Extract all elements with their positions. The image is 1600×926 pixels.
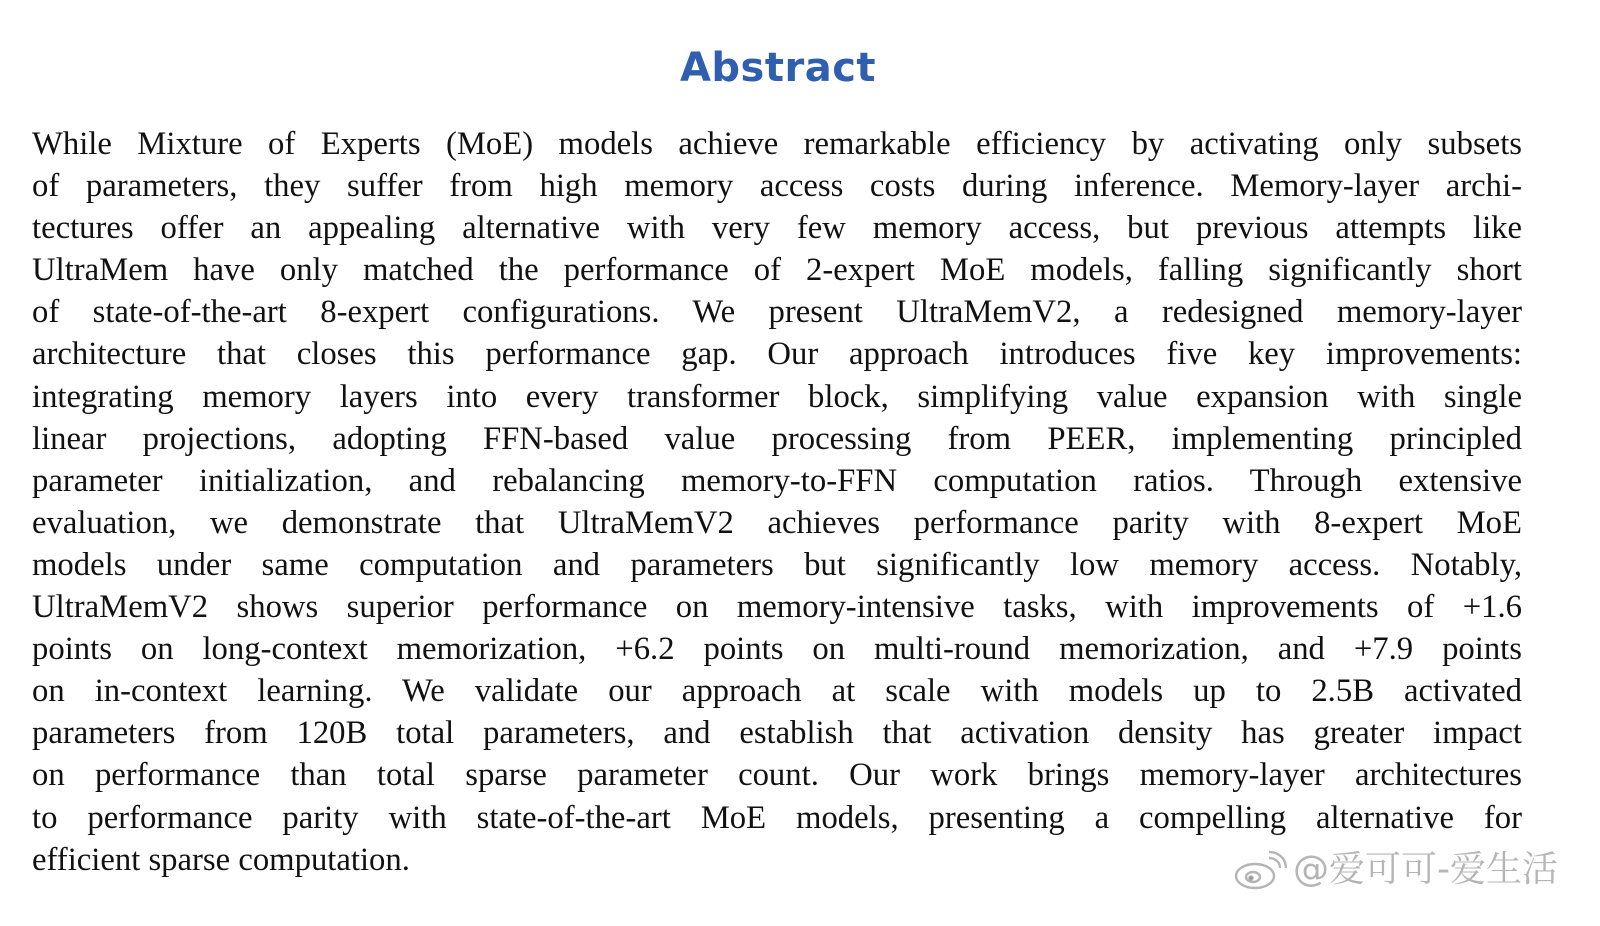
abstract-line: to performance parity with state-of-the-art MoE models, presenting a compelling alternative for	[32, 799, 1522, 836]
abstract-line: UltraMem have only matched the performance of 2-expert MoE models, falling significantly short	[32, 252, 1522, 289]
abstract-line: of state-of-the-art 8-expert configurations. We present UltraMemV2, a redesigned memory-layer	[32, 294, 1522, 331]
abstract-line: While Mixture of Experts (MoE) models achieve remarkable efficiency by activating only subsets	[32, 126, 1522, 162]
abstract-body	[32, 123, 1522, 881]
abstract-line: UltraMemV2 shows superior performance on memory-intensive tasks, with improvements of +1.6	[32, 589, 1522, 626]
watermark	[1231, 848, 1558, 892]
abstract-line: points on long-context memorization, +6.2 points on multi-round memorization, and +7.9 points	[32, 631, 1522, 668]
abstract-line: on in-context learning. We validate our approach at scale with models up to 2.5B activated	[32, 673, 1522, 710]
abstract-line: on performance than total sparse parameter count. Our work brings memory-layer architectures	[32, 757, 1522, 794]
abstract-line: tectures offer an appealing alternative with very few memory access, but previous attempts like	[32, 210, 1522, 247]
abstract-line: parameters from 120B total parameters, and establish that activation density has greater impact	[32, 715, 1522, 752]
watermark-text: @爱可可-爱生活	[1293, 849, 1558, 890]
abstract-line: architecture that closes this performance gap. Our approach introduces five key improvements:	[32, 336, 1522, 373]
weibo-icon	[1231, 848, 1287, 892]
abstract-line: linear projections, adopting FFN-based value processing from PEER, implementing principled	[32, 420, 1522, 457]
abstract-line: efficient sparse computation.	[32, 841, 410, 878]
abstract-heading: Abstract	[679, 45, 877, 91]
abstract-line: models under same computation and parameters but significantly low memory access. Notably,	[32, 546, 1522, 583]
abstract-line: evaluation, we demonstrate that UltraMemV2 achieves performance parity with 8-expert MoE	[32, 504, 1522, 541]
abstract-line: parameter initialization, and rebalancing memory-to-FFN computation ratios. Through extensive	[32, 462, 1522, 499]
abstract-line: integrating memory layers into every transformer block, simplifying value expansion with single	[32, 378, 1522, 415]
abstract-line: of parameters, they suffer from high memory access costs during inference. Memory-layer archi-	[32, 168, 1522, 205]
